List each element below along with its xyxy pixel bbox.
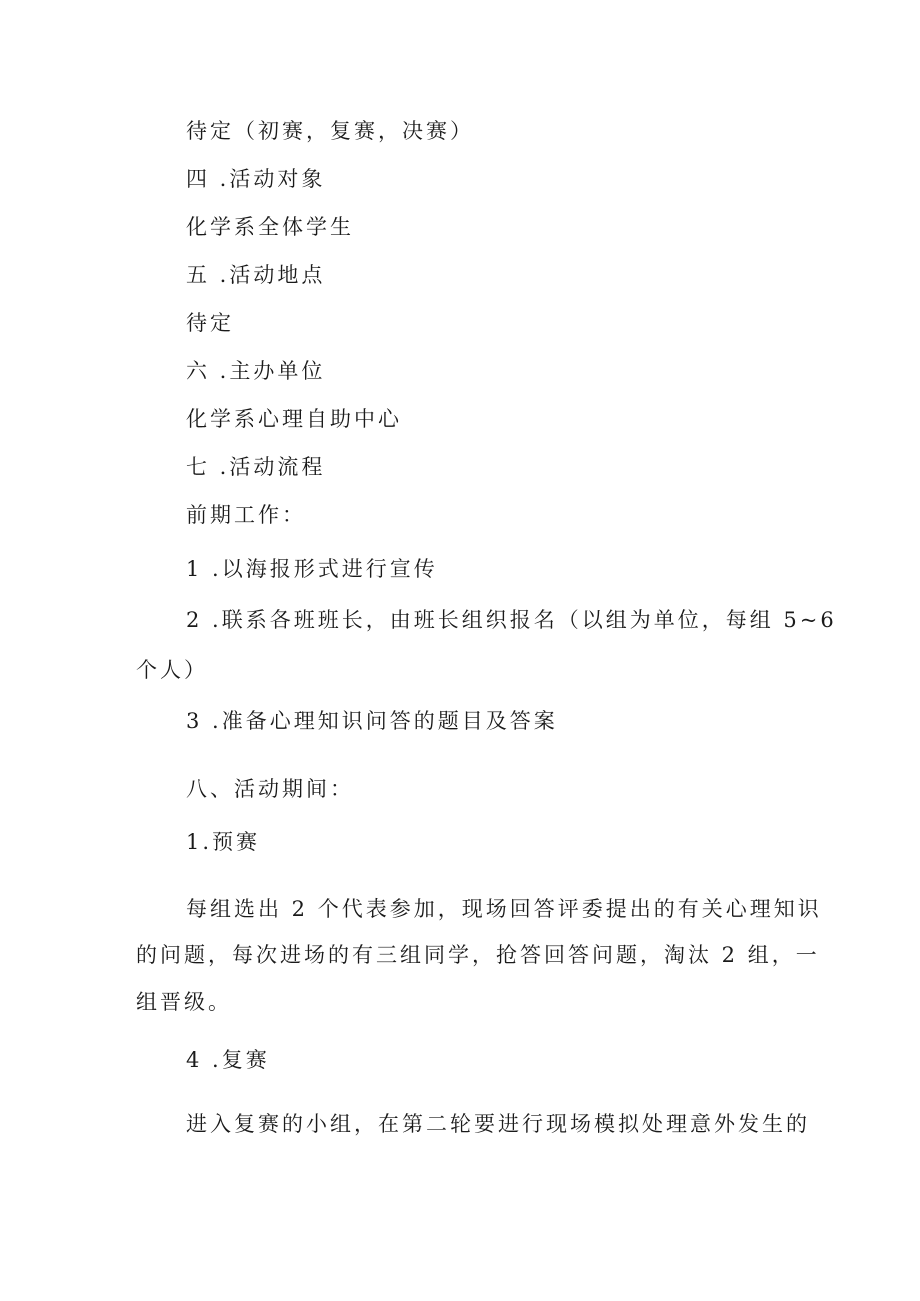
preparation-heading: 前期工作：: [186, 503, 306, 527]
section-heading-location: 五 .活动地点: [186, 263, 326, 287]
section-heading-activity: 八、活动期间：: [186, 777, 354, 801]
list-item-3: 3 .准备心理知识问答的题目及答案: [186, 709, 558, 733]
preliminary-paragraph-line-2: 的问题，每次进场的有三组同学，抢答回答问题，淘汰 2 组，一: [136, 943, 820, 967]
schedule-text: 待定（初赛，复赛，决赛）: [186, 119, 474, 143]
semifinal-paragraph-line-1: 进入复赛的小组，在第二轮要进行现场模拟处理意外发生的: [186, 1112, 810, 1136]
target-text: 化学系全体学生: [186, 215, 354, 239]
section-heading-organizer: 六 .主办单位: [186, 359, 326, 383]
section-heading-target: 四 .活动对象: [186, 167, 326, 191]
organizer-text: 化学系心理自助中心: [186, 407, 402, 431]
list-item-2-continued: 个人）: [136, 658, 208, 682]
section-heading-process: 七 .活动流程: [186, 455, 326, 479]
list-item-1: 1 .以海报形式进行宣传: [186, 557, 438, 581]
location-text: 待定: [186, 311, 234, 335]
list-item-2: 2 .联系各班班长，由班长组织报名（以组为单位，每组 5~6: [186, 608, 837, 632]
preliminary-heading: 1.预赛: [186, 830, 261, 854]
preliminary-paragraph-line-3: 组晋级。: [136, 990, 232, 1014]
semifinal-heading: 4 .复赛: [186, 1048, 270, 1072]
preliminary-paragraph-line-1: 每组选出 2 个代表参加，现场回答评委提出的有关心理知识: [186, 897, 822, 921]
